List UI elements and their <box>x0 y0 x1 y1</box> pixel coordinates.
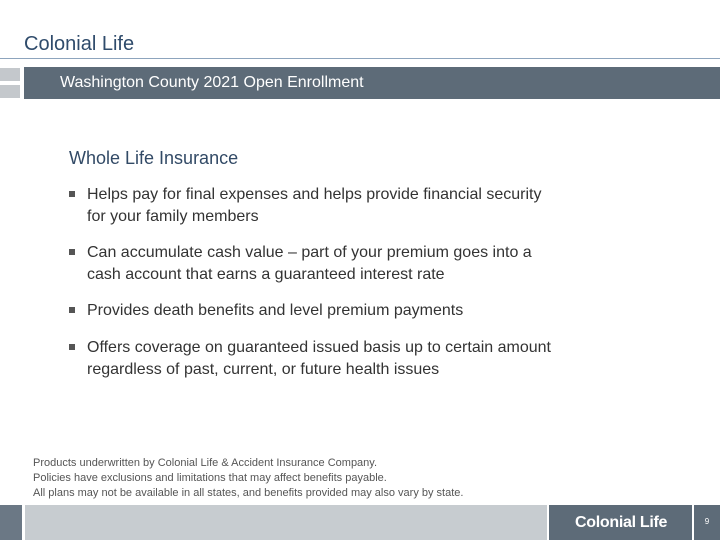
bullet-text-line: Provides death benefits and level premium payments <box>87 302 464 319</box>
bullet-text-line: Can accumulate cash value – part of your premium goes into a <box>87 244 532 261</box>
bullet-square-icon <box>69 249 75 255</box>
banner-title: Washington County 2021 Open Enrollment <box>60 74 364 91</box>
decor-square-top <box>0 68 20 81</box>
footer-decor-square <box>0 505 22 540</box>
bullet-text-line: regardless of past, current, or future health issues <box>87 361 440 378</box>
title-divider <box>0 58 720 59</box>
footer-bar <box>25 505 547 540</box>
bullet-text-line: for your family members <box>87 208 259 225</box>
page-heading: Whole Life Insurance <box>69 148 239 168</box>
bullet-item <box>69 184 541 228</box>
disclaimer-line: All plans may not be available in all states, and benefits provided may also vary by state. <box>33 487 464 499</box>
decor-square-bottom <box>0 85 20 98</box>
bullet-text-line: Helps pay for final expenses and helps provide financial security <box>87 186 542 203</box>
bullet-item <box>69 242 532 286</box>
bullet-item <box>69 300 463 322</box>
logo-text: Colonial Life <box>575 514 668 531</box>
section-banner <box>24 67 720 99</box>
bullet-text-line: cash account that earns a guaranteed interest rate <box>87 266 445 283</box>
disclaimer-line: Policies have exclusions and limitations that may affect benefits payable. <box>33 472 387 484</box>
page-number: 9 <box>704 517 710 526</box>
bullet-square-icon <box>69 307 75 313</box>
bullet-square-icon <box>69 191 75 197</box>
bullet-item <box>69 337 551 381</box>
footer-logo <box>549 505 692 540</box>
app-title: Colonial Life <box>24 33 135 55</box>
disclaimer <box>33 456 463 501</box>
page-number-box <box>694 505 720 540</box>
bullet-square-icon <box>69 344 75 350</box>
bullet-text-line: Offers coverage on guaranteed issued basis up to certain amount <box>87 339 551 356</box>
disclaimer-line: Products underwritten by Colonial Life & Accident Insurance Company. <box>33 457 378 469</box>
